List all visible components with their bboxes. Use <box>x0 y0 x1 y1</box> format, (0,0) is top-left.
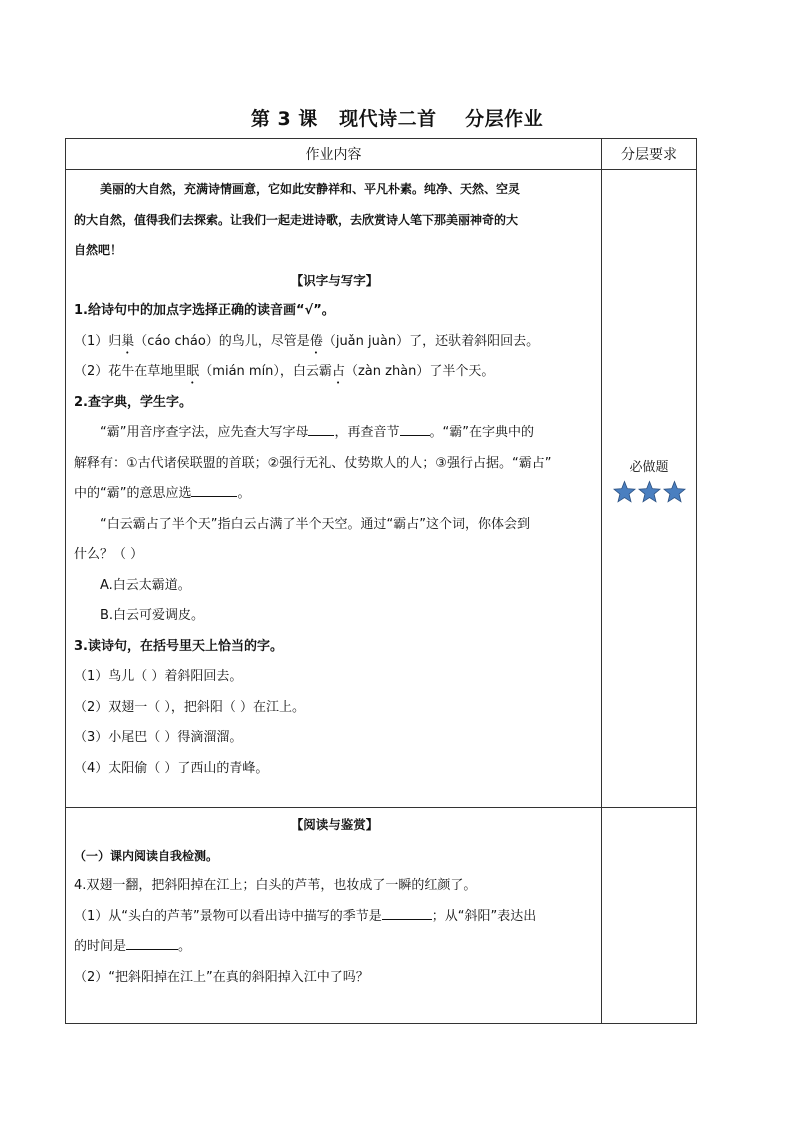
question-2-title: 2.查字典，学生字。 <box>74 394 192 410</box>
question-4-1-line-1: （1）从“头白的芦苇”景物可以看出诗中描写的季节是 ；从“斜阳”表达出 <box>74 908 537 924</box>
intro-line: 美丽的大自然，充满诗情画意，它如此安静祥和、平凡朴素。纯净、天然、空灵 <box>100 182 521 196</box>
table-row <box>66 170 697 808</box>
header-requirement: 分层要求 <box>602 139 697 170</box>
question-3-item: （4）太阳偷（ ）了西山的青峰。 <box>74 760 269 776</box>
question-2-line-3: 中的“霸”的意思应选 。 <box>74 486 251 501</box>
question-1-line-1: （1）归巢（cáo cháo）的鸟儿，尽管是倦（juǎn juàn）了，还驮着斜阳回去。 <box>74 333 540 349</box>
question-1-title: 1.给诗句中的加点字选择正确的读音画“√”。 <box>74 303 335 318</box>
requirement-label: 必做题 <box>629 460 669 475</box>
star-icon <box>612 480 637 504</box>
answer-blank[interactable] <box>191 484 237 497</box>
question-4-1-line-2: 的时间是 。 <box>74 939 192 954</box>
question-1-line-2: （2）花牛在草地里眠（mián mín），白云霸占（zàn zhàn）了半个天。 <box>74 364 495 379</box>
question-2-line-2: 解释有：①古代诸侯联盟的首联；②强行无礼、仗势欺人的人；③强行占据。“霸占” <box>74 455 552 471</box>
star-icon <box>662 480 687 504</box>
answer-blank[interactable] <box>308 423 334 436</box>
answer-blank[interactable] <box>382 907 432 920</box>
table-row <box>66 808 697 1024</box>
table-header-row <box>66 139 697 170</box>
question-3-item: （1）鸟儿（ ）着斜阳回去。 <box>74 669 243 684</box>
requirement-cell-empty <box>602 808 697 1024</box>
question-3-item: （2）双翅一（ ），把斜阳（ ）在江上。 <box>74 699 306 715</box>
page-title: 第 3 课 现代诗二首 分层作业 <box>250 108 544 130</box>
homework-table <box>65 138 697 1024</box>
option-b[interactable]: B.白云可爱调皮。 <box>100 608 205 623</box>
question-4-passage: 4.双翅一翻，把斜阳掉在江上；白头的芦苇，也妆成了一瞬的红颜了。 <box>74 878 477 893</box>
intro-line: 的大自然，值得我们去探索。让我们一起走进诗歌，去欣赏诗人笔下那美丽神奇的大 <box>74 212 519 227</box>
question-3-item: （3）小尾巴（ ）得滴溜溜。 <box>74 730 243 745</box>
option-a[interactable]: A.白云太霸道。 <box>100 577 191 593</box>
requirement-cell <box>602 170 697 808</box>
star-icon <box>637 480 662 504</box>
answer-blank[interactable] <box>400 423 430 436</box>
section-literacy <box>66 170 602 808</box>
section-reading <box>66 808 602 1024</box>
question-2-line-4: “白云霸占了半个天”指白云占满了半个天空。通过“霸占”这个词，你体会到 <box>100 516 530 532</box>
header-content: 作业内容 <box>66 139 602 170</box>
subsection-title: （一）课内阅读自我检测。 <box>74 848 219 863</box>
question-2-line-1: “霸”用音序查字法，应先查大写字母 ，再查音节 。“霸”在字典中的 <box>100 425 534 440</box>
question-3-title: 3.读诗句，在括号里天上恰当的字。 <box>74 638 283 654</box>
question-4-2: （2）“把斜阳掉在江上”在真的斜阳掉入江中了吗？ <box>74 969 369 985</box>
section-heading: 【阅读与鉴赏】 <box>290 817 379 832</box>
intro-line: 自然吧！ <box>74 243 123 257</box>
question-2-line-5: 什么？（ ） <box>74 547 144 562</box>
answer-blank[interactable] <box>126 937 178 950</box>
star-rating <box>602 480 696 504</box>
section-heading: 【识字与写字】 <box>290 272 379 288</box>
